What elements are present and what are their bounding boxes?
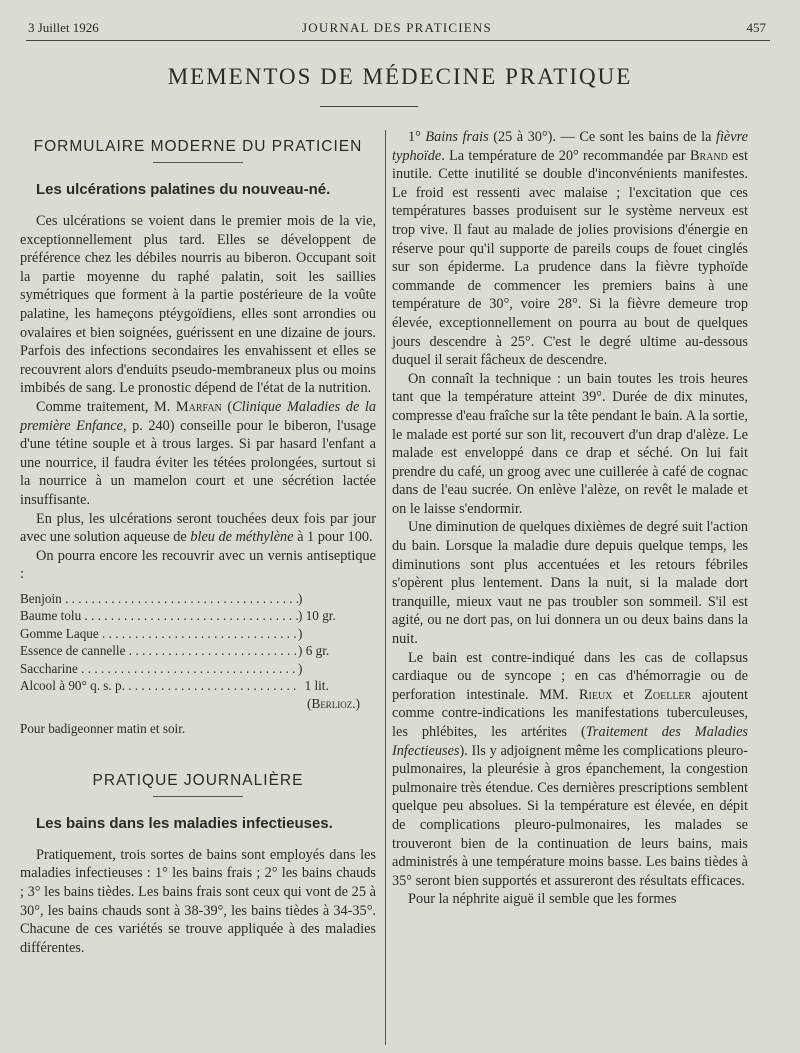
article-title-ulcerations: Les ulcérations palatines du nouveau-né. (36, 181, 331, 198)
formula-row: Benjoin . . . ) (20, 590, 376, 608)
formula-row: Baume tolu . . . ) 10 gr. (20, 607, 376, 625)
rubric-rule (153, 162, 243, 163)
issue-date: 3 Juillet 1926 (28, 20, 99, 35)
header-rule (26, 40, 770, 41)
rubric-rule (153, 796, 243, 797)
title-rule (320, 106, 418, 107)
article-title-bains: Les bains dans les maladies infectieuses. (36, 814, 333, 832)
paragraph: On pourra encore les recouvrir avec un vernis antiseptique : (20, 547, 376, 583)
paragraph: 1° Bains frais (25 à 30°). — Ce sont les bains de la fièvre typhoïde. La température de 20° recommandée par Brand est inutile. Cette inutilité se double d'inconvénients manifestes. Le froid est ressenti avec malaise ; l'excitation que ces températures basses produisent sur le système nerveux est trop vive. Il faut au malade de jolies provisions d'énergie en réserve pour qu'il supporte de pareils coups de fouet cinglés sur son épiderme. La prudence dans la fièvre typhoïde commande de commencer les premiers bains à une température de 30°, voire 28°. Si la fièvre demeure trop élevée, exceptionnellement on pourra au bout de quelques jours descendre à 25°. C'est le degré ultime au-dessous duquel il serait fâcheux de descendre. (392, 129, 748, 369)
rubric-formulaire: FORMULAIRE MODERNE DU PRATICIEN (33, 138, 363, 155)
formula-row: Gomme Laque . . . ) (20, 625, 376, 643)
formula-row: Essence de cannelle . . . ) 6 gr. (20, 642, 376, 660)
prescription-formula (20, 590, 376, 738)
formula-signature: (Berlioz.) (307, 695, 360, 711)
paragraph: Une diminution de quelques dixièmes de degré suit l'action du bain. Lorsque la maladie dure depuis quelque temps, les diminutions sont plus accentuées et les retours fébriles s'opèrent plus lentement. Dans la nuit, si la malade dort tranquille, mieux vaut ne pas troubler son sommeil. S'il est agité, ou ne dort pas, on lui donnera un ou deux bains dans la nuit. (392, 519, 748, 648)
paragraph: Pour la néphrite aiguë il semble que les formes (408, 891, 677, 908)
paragraph: On connaît la technique : un bain toutes les trois heures tant que la température atteint 39°. Durée de dix minutes, compresse d'eau fraîche sur la tête pendant le bain. A la sortie, le malade est porté sur son lit, recouvert d'un drap d'alèze. Le malade est enveloppé dans ce drap et séché. On lui fait prendre du café, un groog avec une cuillerée à café de cognac dans de l'eau sucrée. On enlève l'alèze, on revêt le malade et on le laisse s'endormir. (392, 370, 748, 517)
paragraph: Le bain est contre-indiqué dans les cas de collapsus cardiaque ou de syncope ; en cas d'hémorragie ou de perforation intestinale. MM. Rieux et Zoeller ajoutent comme contre-indications les manifestations tuberculeuses, les phlébites, les artérites (Traitement des Maladies Infectieuses). Ils y adjoignent même les complications pleuro-pulmonaires, la pleurésie à gros épanchement, la congestion pulmonaire très étendue. Ces dernières prescriptions semblent quelque peu absolues. Si la température est élevée, en dépit de complications pleuro-pulmonaires, les malades se trouveront bien de la continuation de leurs bains, mais administrés à une température moins basse. Les bains tièdes à 35° seront bien supportés et assureront des résultats efficaces. (392, 649, 748, 889)
usage-note: Pour badigeonner matin et soir. (20, 721, 186, 737)
formula-row: Alcool à 90° q. s. p. . . . 1 lit. (20, 677, 376, 695)
left-column (20, 128, 376, 957)
paragraph: Ces ulcérations se voient dans le premier mois de la vie, exceptionnellement plus tard. Elles se développent de préférence chez les débiles nourris au biberon. Occupant soit la partie moyenne du raphé palatin, soit les saillies symétriques que forment à la partie postérieure de la voûte palatine, les hameçons ptéygoïdiens, elles sont arrondies ou ovalaires et bien soignées, guérissent en une dizaine de jours. Parfois des infections secondaires les envahissent et elles se recouvrent alors d'enduits pseudo-membraneux plus ou moins imbibés de sang. Le pronostic dépend de l'état de la nutrition. (20, 213, 376, 397)
paragraph: Comme traitement, M. Marfan (Clinique Maladies de la première Enfance, p. 240) conseille pour le biberon, l'usage d'une tétine souple et à trous larges. Si par hasard l'enfant a une nourrice, il faudra éviter les tétées prolongées, surtout si la nourrice à un mamelon court et une sécrétion lactée insuffisante. (20, 398, 377, 508)
section-title: MEMENTOS DE MÉDECINE PRATIQUE (167, 64, 633, 89)
paragraph: En plus, les ulcérations seront touchées deux fois par jour avec une solution aqueuse de bleu de méthylène à 1 pour 100. (20, 510, 376, 546)
journal-title: JOURNAL DES PRATICIENS (302, 20, 492, 35)
column-divider (385, 130, 386, 1045)
paragraph: Pratiquement, trois sortes de bains sont employés dans les maladies infectieuses : 1° les bains frais ; 2° les bains chauds ; 3° les bains tièdes. Les bains frais sont ceux qui vont de 25 à 30°, les bains chauds sont à 38-39°, les bains tièdes à 34-35°. Chacune de ces variétés se trouve appliquée à des maladies différentes. (20, 846, 376, 956)
rubric-pratique: PRATIQUE JOURNALIÈRE (92, 771, 304, 789)
formula-row: Saccharine . . . ) (20, 660, 376, 678)
right-column (392, 128, 748, 909)
page-number: 457 (746, 20, 766, 35)
running-header (28, 20, 766, 38)
